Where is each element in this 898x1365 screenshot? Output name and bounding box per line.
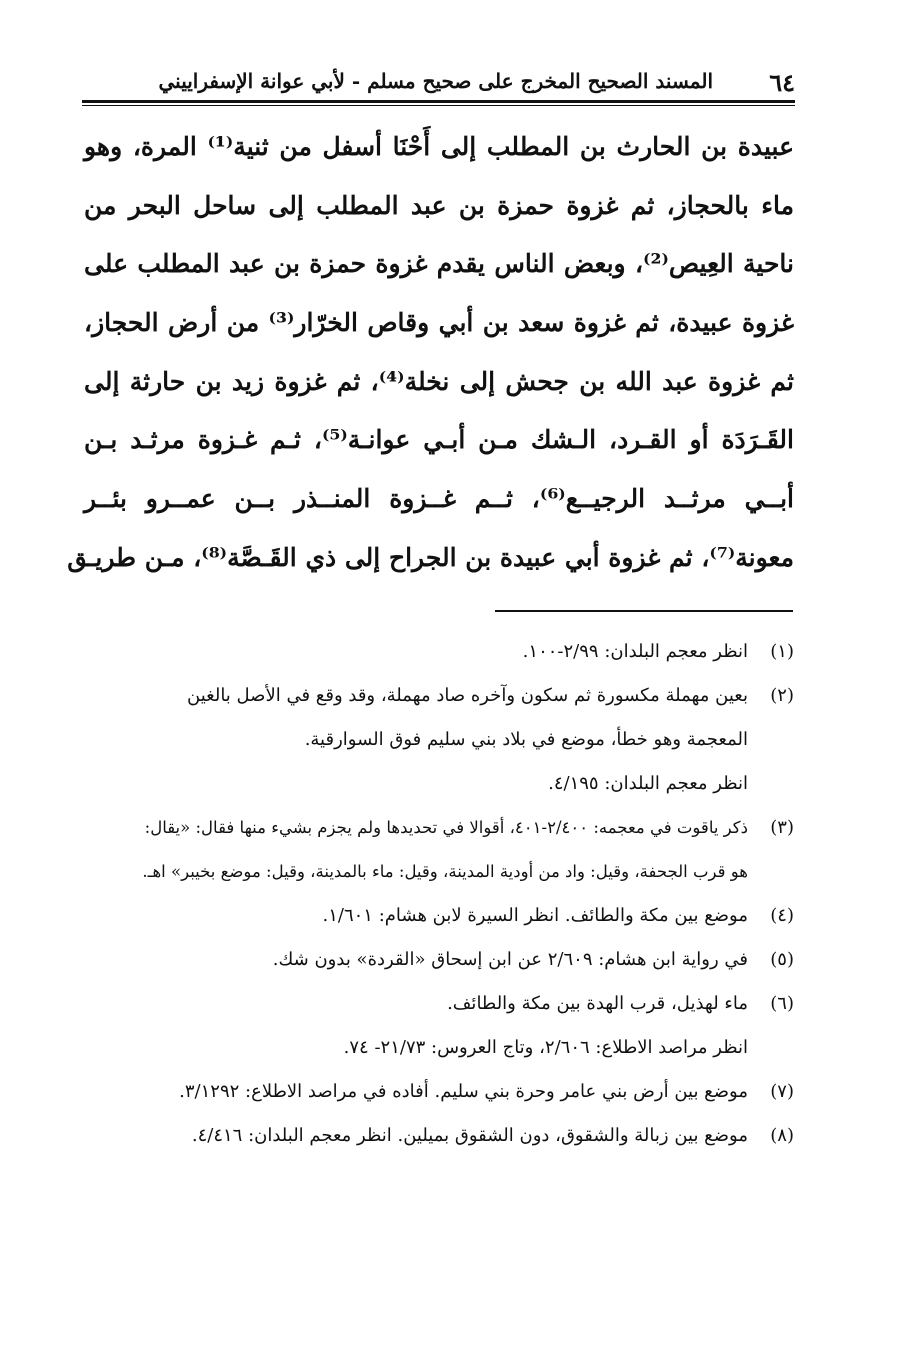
text-line: غزوة عبيدة، ثم غزوة سعد بن أبي وقاص الخرّار⁽³⁾ من أرض الحجاز، [84,308,794,338]
footnote-text: انظر مراصد الاطلاع: ٢/٦٠٦، وتاج العروس: ٢١/٧٣- ٧٤. [343,1037,748,1058]
footnote-number: (٥) [770,949,794,970]
footnote-text: انظر معجم البلدان: ٢/٩٩-١٠٠. [522,641,748,662]
text-line: القَـرَدَة أو القـرد، الـشك مـن أبـي عوانـة⁽⁵⁾، ثـم غـزوة مرثـد بـن [84,425,794,455]
footnote-1 [84,630,794,674]
footnote-separator [495,610,793,612]
footnote-2-cont [84,762,794,806]
footnote-text: بعين مهملة مكسورة ثم سكون وآخره صاد مهملة، وقد وقع في الأصل بالغين [187,685,748,706]
page-header [85,68,795,96]
footnote-number: (٦) [770,993,794,1014]
header-rule [82,100,795,103]
footnote-8 [84,1114,794,1158]
text-line: ناحية العِيص⁽²⁾، وبعض الناس يقدم غزوة حمزة بن عبد المطلب على [84,249,795,279]
footnote-number: (٧) [770,1081,794,1102]
footnote-text: موضع بين أرض بني عامر وحرة بني سليم. أفاده في مراصد الاطلاع: ٣/١٢٩٢. [179,1081,748,1102]
footnote-4 [84,894,794,938]
footnote-2-cont [84,718,794,762]
footnote-7 [84,1070,794,1114]
footnote-number: (٨) [770,1125,794,1146]
footnote-text: موضع بين زبالة والشقوق، دون الشقوق بميلين. انظر معجم البلدان: ٤/٤١٦. [191,1125,748,1146]
footnote-6-cont [84,1026,794,1070]
main-text [67,118,795,588]
text-line: ماء بالحجاز، ثم غزوة حمزة بن عبد المطلب إلى ساحل البحر من [84,190,794,220]
footnote-text: في رواية ابن هشام: ٢/٦٠٩ عن ابن إسحاق «القردة» بدون شك. [272,949,748,970]
page-number: ٦٤ [769,68,795,97]
footnote-6 [84,982,794,1026]
text-line: أبــي مرثــد الرجيــع⁽⁶⁾، ثــم غــزوة المنــذر بــن عمــرو بئــر [84,484,794,514]
footnote-number: (١) [770,641,794,662]
footnote-number: (٤) [770,905,794,926]
footnote-text: موضع بين مكة والطائف. انظر السيرة لابن هشام: ١/٦٠١. [322,905,748,926]
footnote-3-cont [84,850,794,894]
footnote-3 [84,806,794,850]
footnote-text: ماء لهذيل، قرب الهدة بين مكة والطائف. [447,993,748,1014]
header-rule-thin [82,105,795,106]
footnote-text: انظر معجم البلدان: ٤/١٩٥. [548,773,748,794]
text-line: معونة⁽⁷⁾، ثم غزوة أبي عبيدة بن الجراح إلى ذي القَـصَّة⁽⁸⁾، مـن طريـق [67,542,794,572]
text-line: عبيدة بن الحارث بن المطلب إلى أَحْنَا أسفل من ثنية⁽¹⁾ المرة، وهو [84,132,794,161]
running-title: المسند الصحيح المخرج على صحيح مسلم - لأبي عوانة الإسفراييني [158,69,713,93]
footnote-number: (٢) [770,685,794,706]
footnotes [84,630,794,1158]
footnote-5 [84,938,794,982]
footnote-text: هو قرب الجحفة، وقيل: واد من أودية المدينة، وقيل: ماء بالمدينة، وقيل: موضع بخيبر» اهـ. [142,862,748,881]
text-line: ثم غزوة عبد الله بن جحش إلى نخلة⁽⁴⁾، ثم غزوة زيد بن حارثة إلى [84,366,794,396]
footnote-number: (٣) [770,817,794,838]
footnote-2 [84,674,794,718]
footnote-text: ذكر ياقوت في معجمه: ٢/٤٠٠-٤٠١، أقوالا في تحديدها ولم يجزم بشيء منها فقال: «يقال: [144,818,748,837]
footnote-text: المعجمة وهو خطأ، موضع في بلاد بني سليم فوق السوارقية. [304,729,748,750]
